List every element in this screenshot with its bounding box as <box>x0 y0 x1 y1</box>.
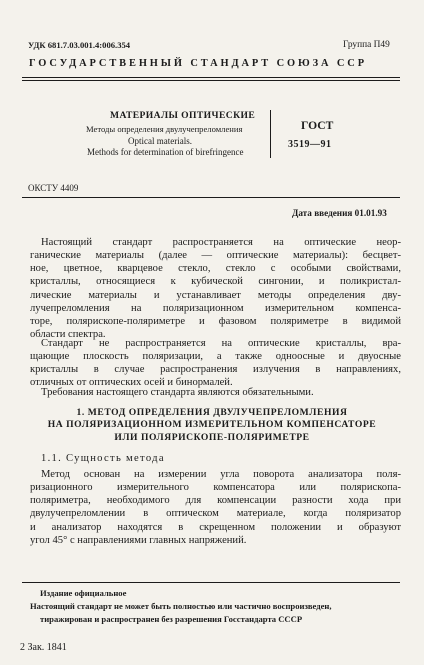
paragraph-line: ное, цветное, кварцевое стекло, стекло с особыми свойствами, <box>30 263 401 275</box>
paragraph-line: и анализатор находятся в скрещенном положении и образуют <box>30 521 401 533</box>
subtitle-russian: Методы определения двулучепреломления <box>86 124 243 134</box>
paragraph-line: кристаллы, относящиеся к кубической сингонии, и поликристал- <box>30 276 401 288</box>
section-title-line: НА ПОЛЯРИЗАЦИОННОМ ИЗМЕРИТЕЛЬНОМ КОМПЕНСАТОРЕ <box>47 419 377 431</box>
paragraph-line: Метод основан на измерении угла поворота анализатора поля- <box>41 469 401 480</box>
paragraph-exclusions <box>30 337 401 390</box>
copyright-line: тиражирован и распространен без разрешения Госстандарта СССР <box>40 613 303 624</box>
header-rule-thick <box>22 77 400 78</box>
paragraph-line: лучепреломления на поляризационном измерительном компенса- <box>30 302 401 314</box>
paragraph-line: двулучепреломлении в оптическом материале, когда поляризатор <box>30 508 401 520</box>
paragraph-line: Настоящий стандарт распространяется на оптические неор- <box>41 237 401 248</box>
paragraph-line: ганические материалы (далее — оптические материалы): бесцвет- <box>30 250 401 262</box>
state-standard-heading: ГОСУДАРСТВЕННЫЙ СТАНДАРТ СОЮЗА ССР <box>29 58 367 69</box>
copyright-line: Настоящий стандарт не может быть полностью или частично воспроизведен, <box>30 601 332 611</box>
paragraph-line: Требования настоящего стандарта являются обязательными. <box>41 387 314 398</box>
paragraph-line: отличных от оптических осей и бинормалей. <box>30 377 233 389</box>
title-divider <box>270 110 271 158</box>
order-number: 2 Зак. 1841 <box>20 642 67 653</box>
paragraph-line: кристаллы в случае распространения излучения в направлениях, <box>30 364 401 376</box>
gost-number: 3519—91 <box>288 139 332 150</box>
paragraph-method <box>30 468 401 547</box>
okstu-code: ОКСТУ 4409 <box>28 183 79 193</box>
title-russian: МАТЕРИАЛЫ ОПТИЧЕСКИЕ <box>110 110 256 121</box>
section-title-line: 1. МЕТОД ОПРЕДЕЛЕНИЯ ДВУЛУЧЕПРЕЛОМЛЕНИЯ <box>76 407 348 418</box>
title-english: Optical materials. <box>128 136 192 146</box>
gost-label: ГОСТ <box>301 119 334 132</box>
subsection-heading: 1.1. Сущность метода <box>41 453 165 464</box>
paragraph-line: ризационного измерительного компенсатора или полярископа- <box>30 482 401 494</box>
group-code: Группа П49 <box>343 40 390 50</box>
paragraph-scope <box>30 236 401 341</box>
udk-code: УДК 681.7.03.001.4:006.354 <box>28 40 131 50</box>
section-title <box>28 407 396 444</box>
footer-rule <box>22 582 400 583</box>
paragraph-line: торе, полярископе-поляриметре и фазовом поляриметре в видимой <box>30 315 401 327</box>
section-title-line: ИЛИ ПОЛЯРИСКОПЕ-ПОЛЯРИМЕТРЕ <box>114 431 310 443</box>
paragraph-line: Стандарт не распространяется на оптические кристаллы, вра- <box>41 338 401 349</box>
official-edition: Издание официальное <box>40 588 127 598</box>
paragraph-line: области спектра. <box>30 329 106 341</box>
okstu-rule <box>22 197 400 198</box>
paragraph-mandatory <box>30 386 401 399</box>
paragraph-line: щающие плоскость поляризации, а также одноосные и двуосные <box>30 351 401 363</box>
subtitle-english: Methods for determination of birefringence <box>87 147 244 157</box>
copyright-note <box>30 600 332 625</box>
paragraph-line: лические материалы и устанавливает методы определения дву- <box>30 289 401 301</box>
header-rule-thin <box>22 80 400 81</box>
effective-date: Дата введения 01.01.93 <box>292 208 387 218</box>
paragraph-line: угол 45° с направлениями главных напряжений. <box>30 534 247 546</box>
paragraph-line: поляриметра, необходимого для компенсации разности хода при <box>30 495 401 507</box>
